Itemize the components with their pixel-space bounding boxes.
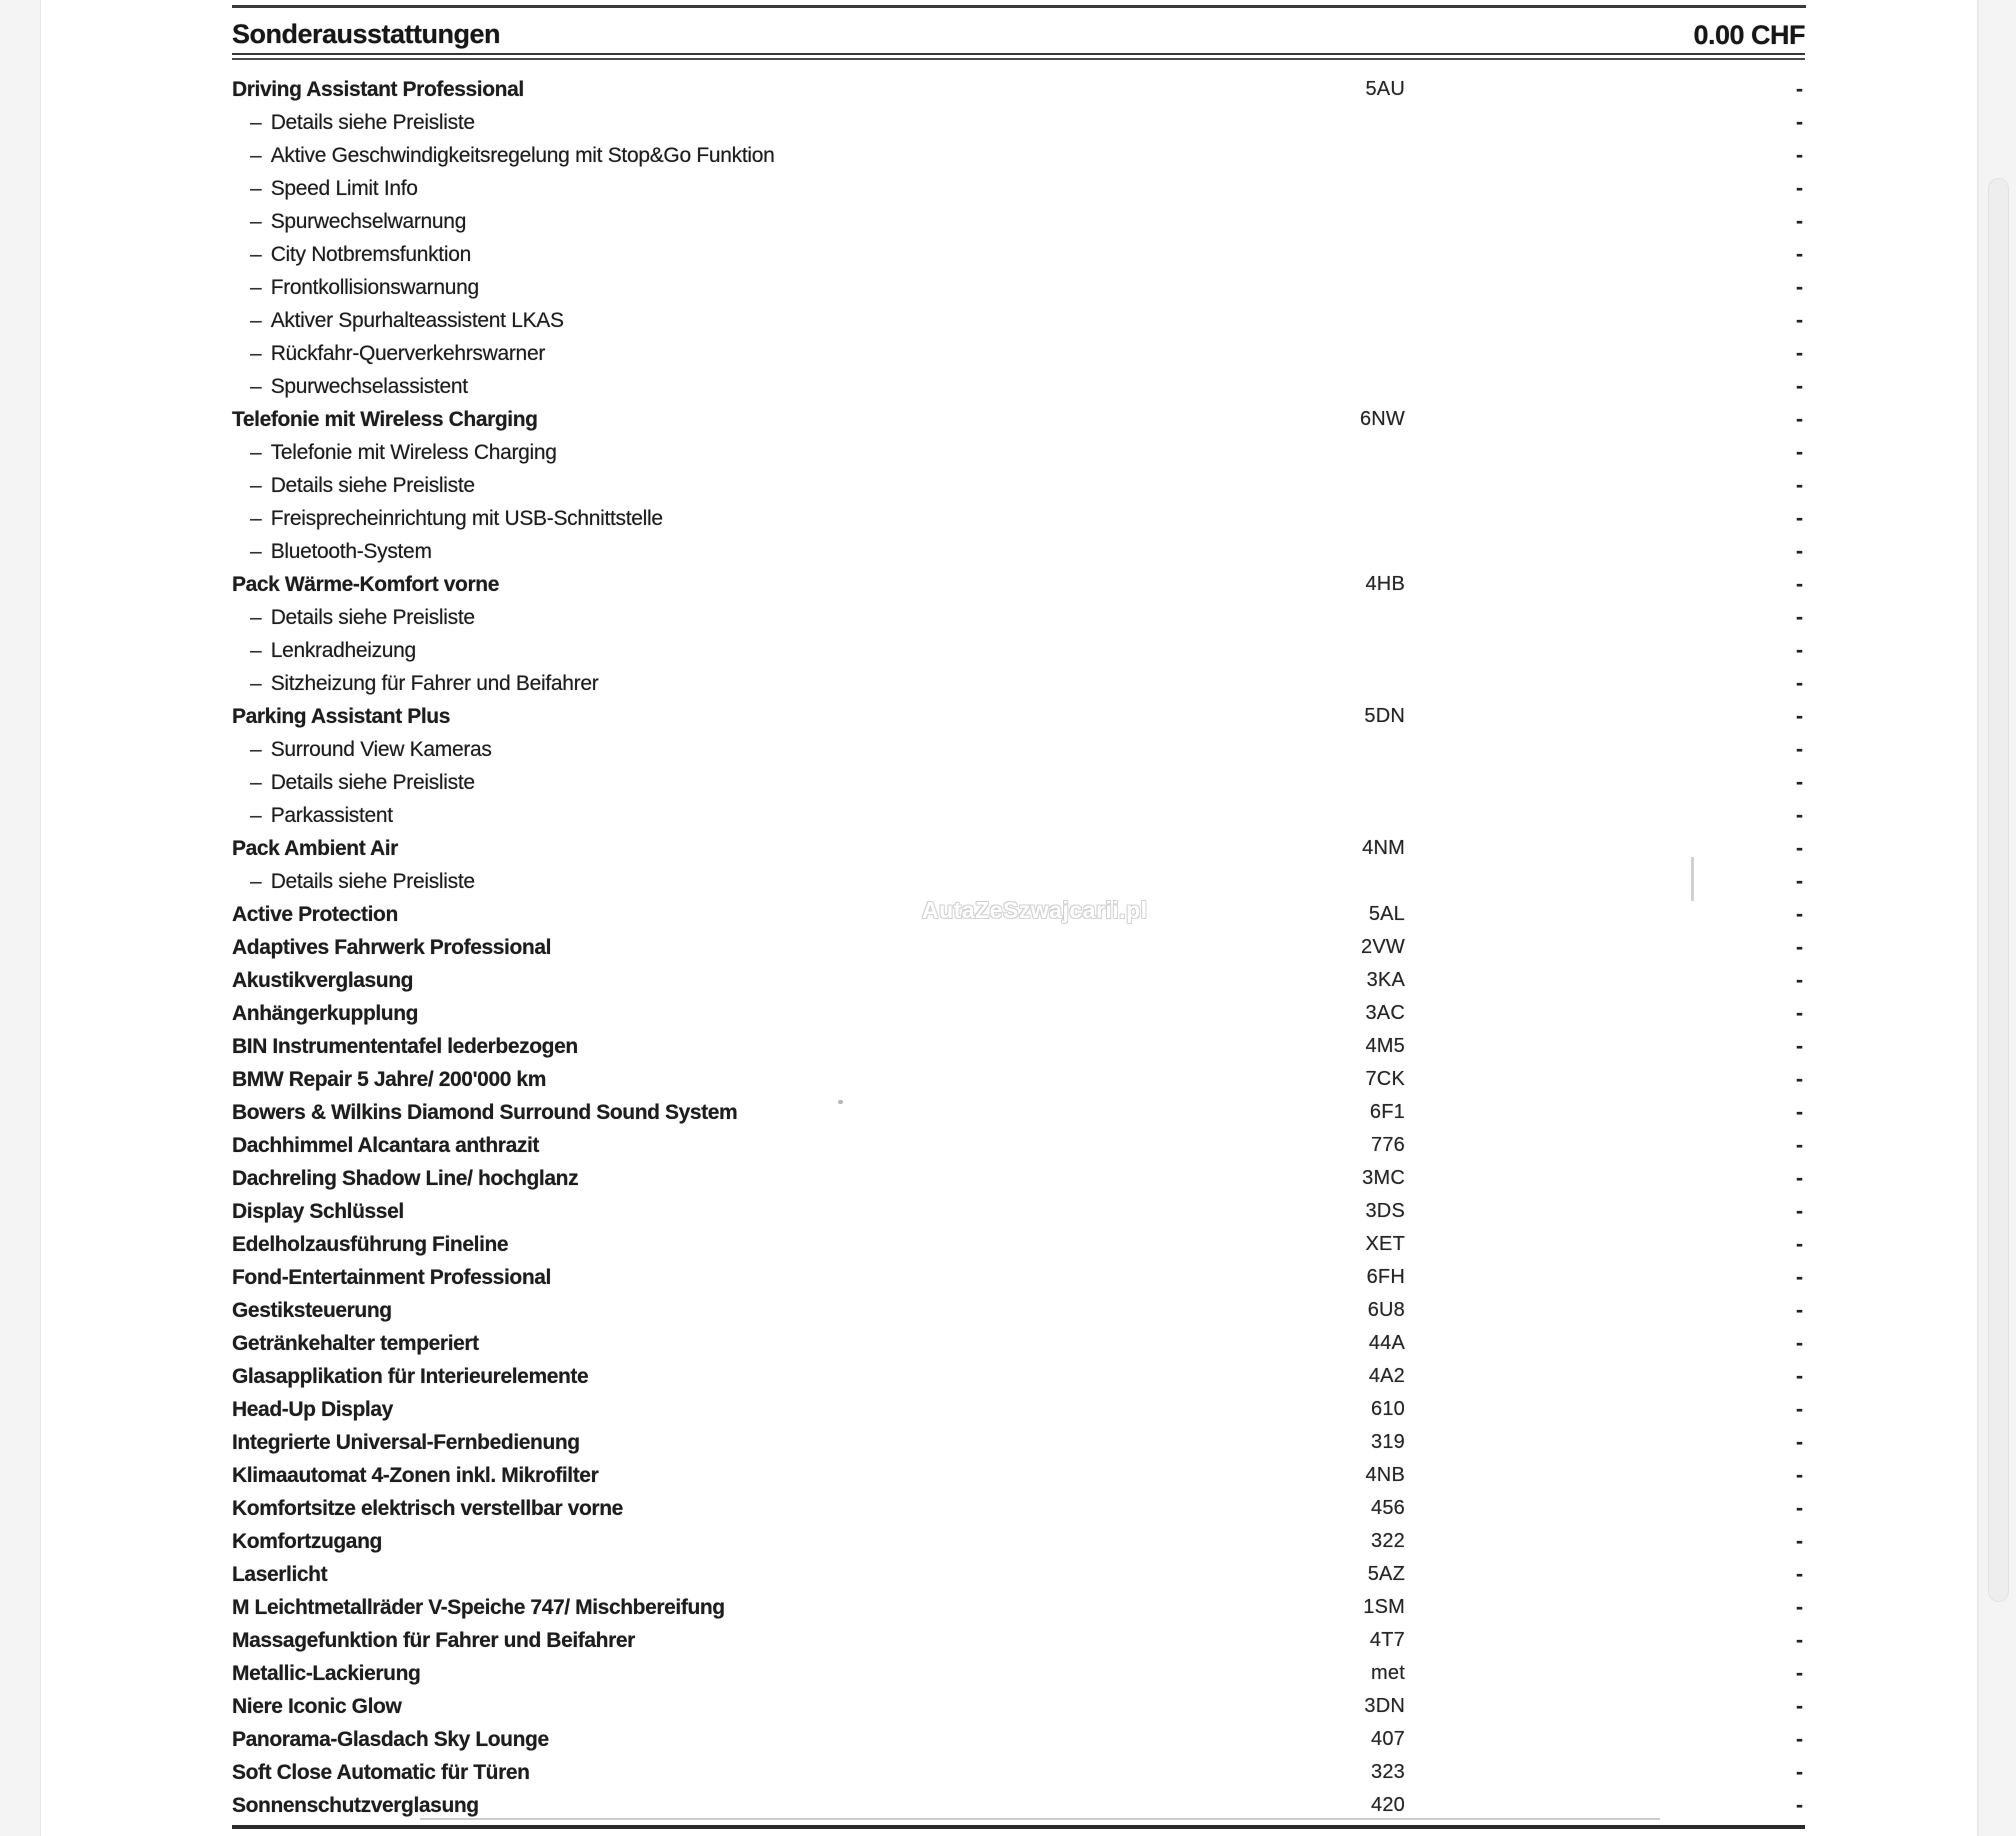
- option-price: -: [1796, 969, 1803, 992]
- option-code: 323: [1371, 1761, 1405, 1783]
- option-label: Integrierte Universal-Fernbedienung: [232, 1431, 580, 1454]
- option-code: 44A: [1368, 1332, 1405, 1354]
- option-row: [232, 1690, 1805, 1723]
- option-label: Dachreling Shadow Line/ hochglanz: [232, 1167, 579, 1190]
- option-row: [232, 1096, 1805, 1129]
- option-code: 5AL: [1368, 903, 1405, 925]
- option-price: -: [1796, 144, 1803, 167]
- option-price: -: [1796, 1464, 1803, 1487]
- option-code: 5AU: [1365, 78, 1405, 100]
- detail-bullet-icon: –: [250, 870, 262, 893]
- option-label: Pack Ambient Air: [232, 837, 398, 860]
- detail-bullet-icon: –: [250, 507, 262, 530]
- option-price: -: [1796, 177, 1803, 200]
- option-label: Speed Limit Info: [270, 177, 418, 200]
- option-code: 3AC: [1365, 1002, 1405, 1024]
- option-label: Lenkradheizung: [270, 639, 416, 662]
- option-price: -: [1796, 1200, 1803, 1223]
- option-price: -: [1796, 870, 1803, 893]
- option-detail-row: [232, 667, 1805, 700]
- option-code: XET: [1365, 1233, 1405, 1255]
- option-row: [232, 1756, 1805, 1789]
- option-price: -: [1796, 78, 1803, 101]
- option-price: -: [1796, 1134, 1803, 1157]
- detail-bullet-icon: –: [250, 540, 262, 563]
- option-price: -: [1796, 210, 1803, 233]
- detail-bullet-icon: –: [250, 738, 262, 761]
- option-label: Display Schlüssel: [232, 1200, 404, 1223]
- option-row: [232, 1228, 1805, 1261]
- option-price: -: [1796, 1365, 1803, 1388]
- option-row: [232, 1657, 1805, 1690]
- option-code: 322: [1371, 1530, 1405, 1552]
- option-code: 4A2: [1368, 1365, 1405, 1387]
- option-code: 4NB: [1365, 1464, 1405, 1486]
- option-detail-row: [232, 238, 1805, 271]
- option-code: 7CK: [1365, 1068, 1405, 1090]
- option-code: 610: [1371, 1398, 1405, 1420]
- option-label: Laserlicht: [232, 1563, 328, 1586]
- option-label: Metallic-Lackierung: [232, 1662, 421, 1685]
- scrollbar-thumb[interactable]: [1988, 178, 2009, 1602]
- detail-bullet-icon: –: [250, 210, 262, 233]
- option-price: -: [1796, 1662, 1803, 1685]
- detail-bullet-icon: –: [250, 639, 262, 662]
- option-detail-row: [232, 370, 1805, 403]
- option-price: -: [1796, 606, 1803, 629]
- option-code: 6F1: [1369, 1101, 1405, 1123]
- option-code: 4HB: [1365, 573, 1405, 595]
- option-row: [232, 1459, 1805, 1492]
- option-code: 3DS: [1365, 1200, 1405, 1222]
- option-price: -: [1796, 1266, 1803, 1289]
- option-code: 456: [1371, 1497, 1405, 1519]
- scan-artifact-dot: [838, 1100, 843, 1104]
- option-code: 420: [1371, 1794, 1405, 1816]
- option-detail-row: [232, 205, 1805, 238]
- option-price: -: [1796, 705, 1803, 728]
- option-code: 6NW: [1359, 408, 1405, 430]
- option-label: Telefonie mit Wireless Charging: [232, 408, 538, 431]
- option-label: Frontkollisionswarnung: [270, 276, 479, 299]
- bottom-rule-echo: [420, 1818, 1660, 1820]
- option-detail-row: [232, 172, 1805, 205]
- option-price: -: [1796, 1068, 1803, 1091]
- option-detail-row: [232, 271, 1805, 304]
- option-code: 1SM: [1363, 1596, 1405, 1618]
- option-code: met: [1371, 1662, 1405, 1684]
- option-code: 776: [1371, 1134, 1405, 1156]
- option-code: 5DN: [1364, 705, 1405, 727]
- option-row: [232, 1162, 1805, 1195]
- option-row: [232, 832, 1805, 865]
- option-label: Bowers & Wilkins Diamond Surround Sound System: [232, 1101, 738, 1124]
- left-gutter: [0, 0, 40, 1836]
- option-detail-row: [232, 634, 1805, 667]
- option-price: -: [1796, 1728, 1803, 1751]
- option-label: Details siehe Preisliste: [270, 474, 475, 497]
- option-row: [232, 1360, 1805, 1393]
- option-price: -: [1796, 1530, 1803, 1553]
- option-label: Bluetooth-System: [270, 540, 432, 563]
- option-detail-row: [232, 139, 1805, 172]
- option-code: 319: [1371, 1431, 1405, 1453]
- option-row: [232, 1426, 1805, 1459]
- option-row: [232, 1030, 1805, 1063]
- option-label: Komfortzugang: [232, 1530, 382, 1553]
- option-detail-row: [232, 535, 1805, 568]
- option-price: -: [1796, 1233, 1803, 1256]
- option-price: -: [1796, 1695, 1803, 1718]
- detail-bullet-icon: –: [250, 441, 262, 464]
- option-label: Parkassistent: [270, 804, 393, 827]
- option-label: Anhängerkupplung: [232, 1002, 419, 1025]
- option-price: -: [1796, 936, 1803, 959]
- detail-bullet-icon: –: [250, 672, 262, 695]
- option-label: Glasapplikation für Interieurelemente: [232, 1365, 589, 1388]
- option-price: -: [1796, 1794, 1803, 1817]
- option-price: -: [1796, 771, 1803, 794]
- option-code: 407: [1371, 1728, 1405, 1750]
- option-price: -: [1796, 1101, 1803, 1124]
- option-price: -: [1796, 1035, 1803, 1058]
- option-label: Fond-Entertainment Professional: [232, 1266, 551, 1289]
- option-code: 5AZ: [1367, 1563, 1405, 1585]
- option-row: [232, 700, 1805, 733]
- option-label: Head-Up Display: [232, 1398, 393, 1421]
- option-row: [232, 931, 1805, 964]
- option-row: [232, 1525, 1805, 1558]
- option-label: Massagefunktion für Fahrer und Beifahrer: [232, 1629, 635, 1652]
- option-price: -: [1796, 1398, 1803, 1421]
- option-label: Soft Close Automatic für Türen: [232, 1761, 530, 1784]
- option-detail-row: [232, 799, 1805, 832]
- detail-bullet-icon: –: [250, 375, 262, 398]
- option-price: -: [1796, 903, 1803, 926]
- detail-bullet-icon: –: [250, 606, 262, 629]
- detail-bullet-icon: –: [250, 111, 262, 134]
- option-price: -: [1796, 672, 1803, 695]
- option-label: Details siehe Preisliste: [270, 111, 475, 134]
- top-rule: [232, 5, 1805, 8]
- option-code: 3KA: [1366, 969, 1405, 991]
- section-title: Sonderausstattungen: [232, 19, 501, 49]
- detail-bullet-icon: –: [250, 804, 262, 827]
- option-row: [232, 568, 1805, 601]
- option-label: Akustikverglasung: [232, 969, 414, 992]
- option-price: -: [1796, 408, 1803, 431]
- option-detail-row: [232, 502, 1805, 535]
- option-price: -: [1796, 375, 1803, 398]
- section-total-price: 0.00 CHF: [1693, 20, 1805, 50]
- option-label: Details siehe Preisliste: [270, 771, 475, 794]
- option-price: -: [1796, 804, 1803, 827]
- option-code: 3MC: [1362, 1167, 1405, 1189]
- option-code: 6U8: [1367, 1299, 1405, 1321]
- option-label: Aktiver Spurhalteassistent LKAS: [270, 309, 564, 332]
- option-price: -: [1796, 309, 1803, 332]
- option-label: Details siehe Preisliste: [270, 606, 475, 629]
- detail-bullet-icon: –: [250, 474, 262, 497]
- option-row: [232, 1129, 1805, 1162]
- option-label: Driving Assistant Professional: [232, 78, 524, 101]
- option-price: -: [1796, 1002, 1803, 1025]
- option-row: [232, 1624, 1805, 1657]
- option-price: -: [1796, 1299, 1803, 1322]
- option-price: -: [1796, 1497, 1803, 1520]
- option-price: -: [1796, 474, 1803, 497]
- option-detail-row: [232, 766, 1805, 799]
- option-label: Dachhimmel Alcantara anthrazit: [232, 1134, 539, 1157]
- option-row: [232, 997, 1805, 1030]
- option-label: Edelholzausführung Fineline: [232, 1233, 509, 1256]
- options-list: [232, 73, 1805, 1822]
- option-code: 2VW: [1361, 936, 1405, 958]
- option-label: Getränkehalter temperiert: [232, 1332, 479, 1355]
- option-row: [232, 1327, 1805, 1360]
- option-price: -: [1796, 738, 1803, 761]
- option-label: BMW Repair 5 Jahre/ 200'000 km: [232, 1068, 546, 1091]
- option-price: -: [1796, 573, 1803, 596]
- option-price: -: [1796, 1167, 1803, 1190]
- option-code: 3DN: [1364, 1695, 1405, 1717]
- option-detail-row: [232, 304, 1805, 337]
- option-price: -: [1796, 276, 1803, 299]
- option-label: Pack Wärme-Komfort vorne: [232, 573, 499, 596]
- option-row: [232, 1558, 1805, 1591]
- detail-bullet-icon: –: [250, 144, 262, 167]
- option-label: Aktive Geschwindigkeitsregelung mit Stop&Go Funktion: [270, 144, 775, 167]
- option-label: City Notbremsfunktion: [270, 243, 471, 266]
- option-label: M Leichtmetallräder V-Speiche 747/ Mischbereifung: [232, 1596, 725, 1619]
- option-detail-row: [232, 733, 1805, 766]
- scrollbar-track[interactable]: [1986, 0, 2012, 1836]
- detail-bullet-icon: –: [250, 771, 262, 794]
- option-code: 4NM: [1362, 837, 1405, 859]
- option-row: [232, 403, 1805, 436]
- option-label: Surround View Kameras: [270, 738, 492, 761]
- bottom-rule: [232, 1825, 1805, 1829]
- option-row: [232, 1723, 1805, 1756]
- option-price: -: [1796, 1629, 1803, 1652]
- option-price: -: [1796, 507, 1803, 530]
- option-label: Sonnenschutzverglasung: [232, 1794, 479, 1817]
- option-label: Active Protection: [232, 903, 398, 926]
- option-detail-row: [232, 469, 1805, 502]
- option-row: [232, 1393, 1805, 1426]
- option-label: Gestiksteuerung: [232, 1299, 392, 1322]
- option-label: Panorama-Glasdach Sky Lounge: [232, 1728, 549, 1751]
- option-code: 4T7: [1369, 1629, 1405, 1651]
- scan-artifact-line: [1691, 857, 1694, 901]
- option-label: Telefonie mit Wireless Charging: [270, 441, 557, 464]
- option-detail-row: [232, 106, 1805, 139]
- option-price: -: [1796, 639, 1803, 662]
- option-label: Spurwechselwarnung: [270, 210, 467, 233]
- option-label: Spurwechselassistent: [270, 375, 468, 398]
- option-price: -: [1796, 1332, 1803, 1355]
- option-price: -: [1796, 342, 1803, 365]
- detail-bullet-icon: –: [250, 243, 262, 266]
- option-detail-row: [232, 436, 1805, 469]
- option-label: Parking Assistant Plus: [232, 705, 450, 728]
- detail-bullet-icon: –: [250, 276, 262, 299]
- option-price: -: [1796, 540, 1803, 563]
- option-price: -: [1796, 243, 1803, 266]
- watermark: AutaZeSzwajcarii.pl: [922, 897, 1148, 923]
- option-row: [232, 1195, 1805, 1228]
- option-code: 6FH: [1366, 1266, 1405, 1288]
- option-row: [232, 1492, 1805, 1525]
- option-price: -: [1796, 111, 1803, 134]
- option-price: -: [1796, 1431, 1803, 1454]
- option-row: [232, 1591, 1805, 1624]
- option-label: BIN Instrumententafel lederbezogen: [232, 1035, 578, 1058]
- option-label: Sitzheizung für Fahrer und Beifahrer: [270, 672, 599, 695]
- option-price: -: [1796, 1563, 1803, 1586]
- option-price: -: [1796, 837, 1803, 860]
- option-row: [232, 73, 1805, 106]
- option-label: Details siehe Preisliste: [270, 870, 475, 893]
- option-detail-row: [232, 601, 1805, 634]
- option-label: Komfortsitze elektrisch verstellbar vorne: [232, 1497, 623, 1520]
- option-label: Niere Iconic Glow: [232, 1695, 402, 1718]
- option-row: [232, 1261, 1805, 1294]
- option-label: Rückfahr-Querverkehrswarner: [270, 342, 546, 365]
- detail-bullet-icon: –: [250, 177, 262, 200]
- option-price: -: [1796, 1761, 1803, 1784]
- option-row: [232, 1294, 1805, 1327]
- option-detail-row: [232, 865, 1805, 898]
- option-label: Freisprecheinrichtung mit USB-Schnittstelle: [270, 507, 663, 530]
- option-price: -: [1796, 1596, 1803, 1619]
- option-row: [232, 1063, 1805, 1096]
- option-label: Klimaautomat 4-Zonen inkl. Mikrofilter: [232, 1464, 599, 1487]
- option-row: [232, 964, 1805, 997]
- detail-bullet-icon: –: [250, 342, 262, 365]
- detail-bullet-icon: –: [250, 309, 262, 332]
- option-detail-row: [232, 337, 1805, 370]
- option-code: 4M5: [1365, 1035, 1405, 1057]
- option-price: -: [1796, 441, 1803, 464]
- option-label: Adaptives Fahrwerk Professional: [232, 936, 552, 959]
- header-rule: [232, 53, 1805, 60]
